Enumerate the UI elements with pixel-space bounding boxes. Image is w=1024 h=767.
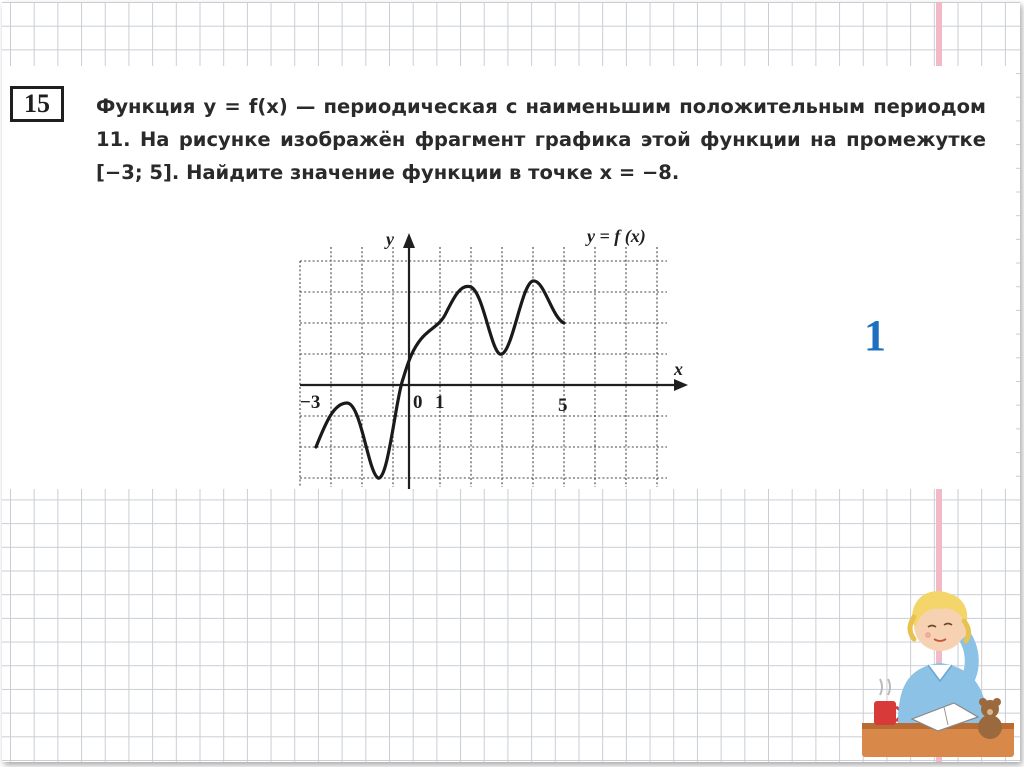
graph-grid bbox=[300, 247, 667, 487]
y-axis-label: y bbox=[386, 229, 394, 249]
tick-label-5: 5 bbox=[558, 395, 568, 416]
grid-paper-sheet bbox=[2, 2, 1020, 762]
tick-label-minus-3: −3 bbox=[300, 392, 321, 413]
answer-value: 1 bbox=[864, 311, 886, 360]
y-axis-arrow bbox=[403, 233, 415, 248]
tick-label-0: 0 bbox=[413, 392, 423, 413]
function-label: y = f (x) bbox=[587, 226, 646, 246]
task-text: Функция y = f(x) — периодическая с наименьшим положительным периодом 11. На рисунке изображён фрагмент графика этой функции на промежутке [−3; 5]. Найдите значение функции в точке x = −8. bbox=[96, 95, 986, 184]
x-axis-arrow bbox=[674, 379, 688, 391]
thinking-student-icon bbox=[858, 577, 1018, 757]
tick-label-1: 1 bbox=[435, 392, 445, 413]
function-graph bbox=[282, 217, 702, 492]
task-number: 15 bbox=[10, 86, 64, 122]
x-axis-label: x bbox=[674, 359, 683, 379]
